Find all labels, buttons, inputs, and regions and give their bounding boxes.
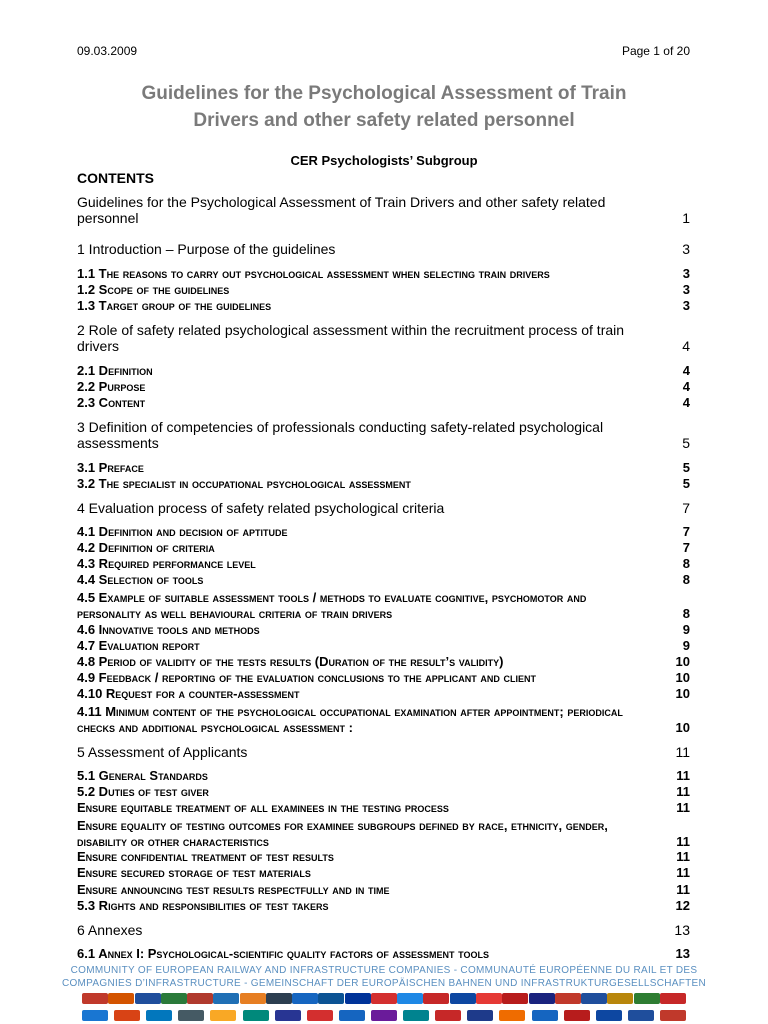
contents-heading: CONTENTS bbox=[77, 170, 154, 186]
member-logo-icon bbox=[266, 993, 292, 1004]
member-logo-icon bbox=[634, 993, 660, 1004]
header-date: 09.03.2009 bbox=[77, 44, 138, 58]
document-title-line-2: Drivers and other safety related personnel bbox=[193, 110, 575, 131]
member-logo-icon bbox=[564, 1010, 590, 1021]
toc-entry[interactable] bbox=[77, 590, 690, 622]
toc-entry[interactable] bbox=[77, 460, 690, 476]
toc-entry-title: 4 Evaluation process of safety related psychological criteria bbox=[77, 500, 445, 516]
toc-entry[interactable] bbox=[77, 768, 690, 784]
member-logo-icon bbox=[114, 1010, 140, 1021]
toc-entry-page: 11 bbox=[676, 849, 690, 864]
toc-entry-title: 4.1 Definition and decision of aptitude bbox=[77, 524, 288, 539]
toc-entry-page: 4 bbox=[682, 395, 690, 410]
toc-entry-page: 4 bbox=[682, 363, 690, 378]
toc-entry-page: 8 bbox=[682, 556, 690, 571]
toc-entry-page: 10 bbox=[675, 670, 690, 685]
member-logo-icon bbox=[555, 993, 581, 1004]
toc-entry[interactable] bbox=[77, 882, 690, 898]
member-logo-icon bbox=[581, 993, 607, 1004]
toc-entry-page: 11 bbox=[675, 744, 690, 760]
toc-entry-title: Guidelines for the Psychological Assessment of Train Drivers and other safety related personnel bbox=[77, 194, 606, 226]
member-logo-icon bbox=[371, 993, 397, 1004]
toc-entry-title: 4.5 Example of suitable assessment tools / methods to evaluate cognitive, psychomotor and personality as well behavioural criteria of train drivers bbox=[77, 590, 587, 621]
toc-entry-title: 4.9 Feedback / reporting of the evaluation conclusions to the applicant and client bbox=[77, 670, 536, 685]
toc-entry[interactable] bbox=[77, 572, 690, 588]
toc-entry[interactable] bbox=[77, 500, 690, 516]
toc-entry-page: 10 bbox=[675, 654, 690, 669]
toc-entry-title: 4.3 Required performance level bbox=[77, 556, 256, 571]
member-logo-icon bbox=[339, 1010, 365, 1021]
member-logo-icon bbox=[529, 993, 555, 1004]
toc-entry[interactable] bbox=[77, 744, 690, 760]
member-logo-icon bbox=[502, 993, 528, 1004]
footer-line-2: COMPAGNIES D’INFRASTRUCTURE - GEMEINSCHAFT DER EUROPÄISCHEN BAHNEN UND INFRASTRUKTURGESELLSCHAFTEN bbox=[61, 978, 707, 989]
member-logo-icon bbox=[345, 993, 371, 1004]
member-logo-icon bbox=[660, 1010, 686, 1021]
member-logo-icon bbox=[108, 993, 134, 1004]
toc-entry-title: 2.1 Definition bbox=[77, 363, 153, 378]
toc-entry-title: 4.2 Definition of criteria bbox=[77, 540, 215, 555]
member-logo-icon bbox=[423, 993, 449, 1004]
toc-entry-page: 11 bbox=[676, 800, 690, 815]
toc-entry[interactable] bbox=[77, 194, 690, 226]
toc-entry-page: 11 bbox=[676, 768, 690, 783]
toc-entry-page: 4 bbox=[682, 379, 690, 394]
toc-entry-title: 5.1 General Standards bbox=[77, 768, 208, 783]
member-logo-icon bbox=[467, 1010, 493, 1021]
toc-entry-title: 4.6 Innovative tools and methods bbox=[77, 622, 260, 637]
toc-entry-title: 1.2 Scope of the guidelines bbox=[77, 282, 230, 297]
document-title-line-1: Guidelines for the Psychological Assessment of Train bbox=[141, 83, 627, 104]
toc-entry-page: 5 bbox=[682, 435, 690, 451]
toc-entry-title: 6 Annexes bbox=[77, 922, 143, 938]
toc-entry-page: 8 bbox=[682, 572, 690, 587]
toc-entry[interactable] bbox=[77, 686, 690, 702]
toc-entry-title: 5.2 Duties of test giver bbox=[77, 784, 209, 799]
toc-entry-title: 1.1 The reasons to carry out psychological assessment when selecting train drivers bbox=[77, 266, 550, 281]
toc-entry-page: 3 bbox=[682, 282, 690, 297]
toc-entry[interactable] bbox=[77, 241, 690, 257]
member-logo-icon bbox=[499, 1010, 525, 1021]
toc-entry-title: 5 Assessment of Applicants bbox=[77, 744, 248, 760]
toc-entry[interactable] bbox=[77, 379, 690, 395]
toc-entry[interactable] bbox=[77, 865, 690, 881]
member-logo-icon bbox=[318, 993, 344, 1004]
toc-entry-page: 11 bbox=[676, 882, 690, 897]
toc-entry-title: 2 Role of safety related psychological assessment within the recruitment process of train drivers bbox=[77, 322, 625, 354]
toc-entry-title: 3.2 The specialist in occupational psychological assessment bbox=[77, 476, 411, 491]
toc-entry[interactable] bbox=[77, 849, 690, 865]
toc-entry-page: 5 bbox=[682, 460, 690, 475]
toc-entry-page: 11 bbox=[676, 865, 690, 880]
member-logo-icon bbox=[213, 993, 239, 1004]
toc-entry-title: Ensure secured storage of test materials bbox=[77, 865, 311, 880]
toc-entry-page: 11 bbox=[676, 834, 690, 849]
toc-entry[interactable] bbox=[77, 654, 690, 670]
toc-entry-page: 10 bbox=[675, 686, 690, 701]
member-logo-icon bbox=[435, 1010, 461, 1021]
member-logo-icon bbox=[187, 993, 213, 1004]
toc-entry-page: 9 bbox=[682, 622, 690, 637]
toc-entry[interactable] bbox=[77, 622, 690, 638]
toc-entry-page: 12 bbox=[675, 898, 690, 913]
toc-entry-title: 4.7 Evaluation report bbox=[77, 638, 200, 653]
footer-organization-text bbox=[0, 964, 768, 990]
document-subtitle: CER Psychologists’ Subgroup bbox=[290, 153, 478, 168]
toc-entry[interactable] bbox=[77, 784, 690, 800]
toc-entry-page: 8 bbox=[682, 606, 690, 621]
toc-entry-title: 4.8 Period of validity of the tests results (Duration of the result’s validity) bbox=[77, 654, 504, 669]
footer-line-1: COMMUNITY OF EUROPEAN RAILWAY AND INFRASTRUCTURE COMPANIES - COMMUNAUTÉ EUROPÉENNE DU RAIL ET DES bbox=[70, 965, 698, 976]
toc-entry[interactable] bbox=[77, 922, 690, 938]
toc-entry[interactable] bbox=[77, 946, 690, 962]
toc-entry-page: 10 bbox=[675, 720, 690, 735]
member-logo-icon bbox=[275, 1010, 301, 1021]
toc-entry-title: 4.10 Request for a counter-assessment bbox=[77, 686, 300, 701]
member-logo-icon bbox=[371, 1010, 397, 1021]
toc-entry-title: 1.3 Target group of the guidelines bbox=[77, 298, 272, 313]
member-logo-icon bbox=[161, 993, 187, 1004]
toc-entry-title: 3 Definition of competencies of professionals conducting safety-related psychological assessments bbox=[77, 419, 604, 451]
toc-entry-title: 4.4 Selection of tools bbox=[77, 572, 204, 587]
member-logo-icon bbox=[607, 993, 633, 1004]
toc-entry-page: 3 bbox=[682, 266, 690, 281]
toc-entry[interactable] bbox=[77, 266, 690, 282]
member-logo-icon bbox=[292, 993, 318, 1004]
toc-entry[interactable] bbox=[77, 363, 690, 379]
toc-entry-title: 1 Introduction – Purpose of the guidelines bbox=[77, 241, 336, 257]
toc-entry-title: 2.3 Content bbox=[77, 395, 146, 410]
toc-entry-page: 9 bbox=[682, 638, 690, 653]
header-page-number: Page 1 of 20 bbox=[621, 44, 690, 58]
toc-entry-title: 3.1 Preface bbox=[77, 460, 144, 475]
toc-entry-title: Ensure announcing test results respectfully and in time bbox=[77, 882, 390, 897]
toc-entry-page: 5 bbox=[682, 476, 690, 491]
toc-entry[interactable] bbox=[77, 898, 690, 914]
member-logo-icon bbox=[178, 1010, 204, 1021]
toc-entry-page: 11 bbox=[676, 784, 690, 799]
member-logo-icon bbox=[82, 1010, 108, 1021]
toc-entry-page: 3 bbox=[682, 298, 690, 313]
toc-entry[interactable] bbox=[77, 818, 690, 850]
toc-entry[interactable] bbox=[77, 540, 690, 556]
member-logo-icon bbox=[82, 993, 108, 1004]
member-logo-icon bbox=[210, 1010, 236, 1021]
member-logo-icon bbox=[450, 993, 476, 1004]
toc-entry-page: 3 bbox=[682, 241, 690, 257]
toc-entry-page: 7 bbox=[682, 540, 690, 555]
toc-entry[interactable] bbox=[77, 298, 690, 314]
toc-entry-page: 13 bbox=[675, 946, 690, 961]
toc-entry-title: Ensure confidential treatment of test results bbox=[77, 849, 334, 864]
member-logo-icon bbox=[307, 1010, 333, 1021]
toc-entry[interactable] bbox=[77, 704, 690, 736]
toc-entry-page: 1 bbox=[682, 210, 690, 226]
member-logo-icon bbox=[660, 993, 686, 1004]
toc-entry-title: 4.11 Minimum content of the psychological occupational examination after appointment; periodical checks and additional psychological assessment : bbox=[77, 704, 623, 735]
toc-entry-page: 7 bbox=[682, 500, 690, 516]
member-logo-icon bbox=[146, 1010, 172, 1021]
toc-entry[interactable] bbox=[77, 322, 690, 354]
toc-entry-page: 7 bbox=[682, 524, 690, 539]
toc-entry-page: 4 bbox=[682, 338, 690, 354]
toc-entry[interactable] bbox=[77, 670, 690, 686]
toc-entry-title: 6.1 Annex I: Psychological-scientific quality factors of assessment tools bbox=[77, 946, 490, 961]
toc-entry[interactable] bbox=[77, 524, 690, 540]
toc-entry[interactable] bbox=[77, 800, 690, 816]
toc-entry[interactable] bbox=[77, 395, 690, 411]
toc-entry[interactable] bbox=[77, 638, 690, 654]
toc-entry-title: 2.2 Purpose bbox=[77, 379, 146, 394]
toc-entry[interactable] bbox=[77, 556, 690, 572]
member-logo-icon bbox=[240, 993, 266, 1004]
toc-entry-page: 13 bbox=[674, 922, 690, 938]
member-logo-icon bbox=[476, 993, 502, 1004]
member-logo-icon bbox=[532, 1010, 558, 1021]
member-logo-icon bbox=[403, 1010, 429, 1021]
toc-entry[interactable] bbox=[77, 419, 690, 451]
toc-entry-title: Ensure equitable treatment of all examinees in the testing process bbox=[77, 800, 449, 815]
member-logo-icon bbox=[596, 1010, 622, 1021]
member-logo-icon bbox=[243, 1010, 269, 1021]
toc-entry[interactable] bbox=[77, 282, 690, 298]
member-logos-strip bbox=[82, 993, 686, 1021]
toc-entry-title: Ensure equality of testing outcomes for examinee subgroups defined by race, ethnicity, gender, disability or other characteristics bbox=[77, 818, 608, 849]
toc-entry[interactable] bbox=[77, 476, 690, 492]
member-logo-icon bbox=[397, 993, 423, 1004]
member-logo-icon bbox=[628, 1010, 654, 1021]
member-logo-icon bbox=[135, 993, 161, 1004]
toc-entry-title: 5.3 Rights and responsibilities of test takers bbox=[77, 898, 329, 913]
